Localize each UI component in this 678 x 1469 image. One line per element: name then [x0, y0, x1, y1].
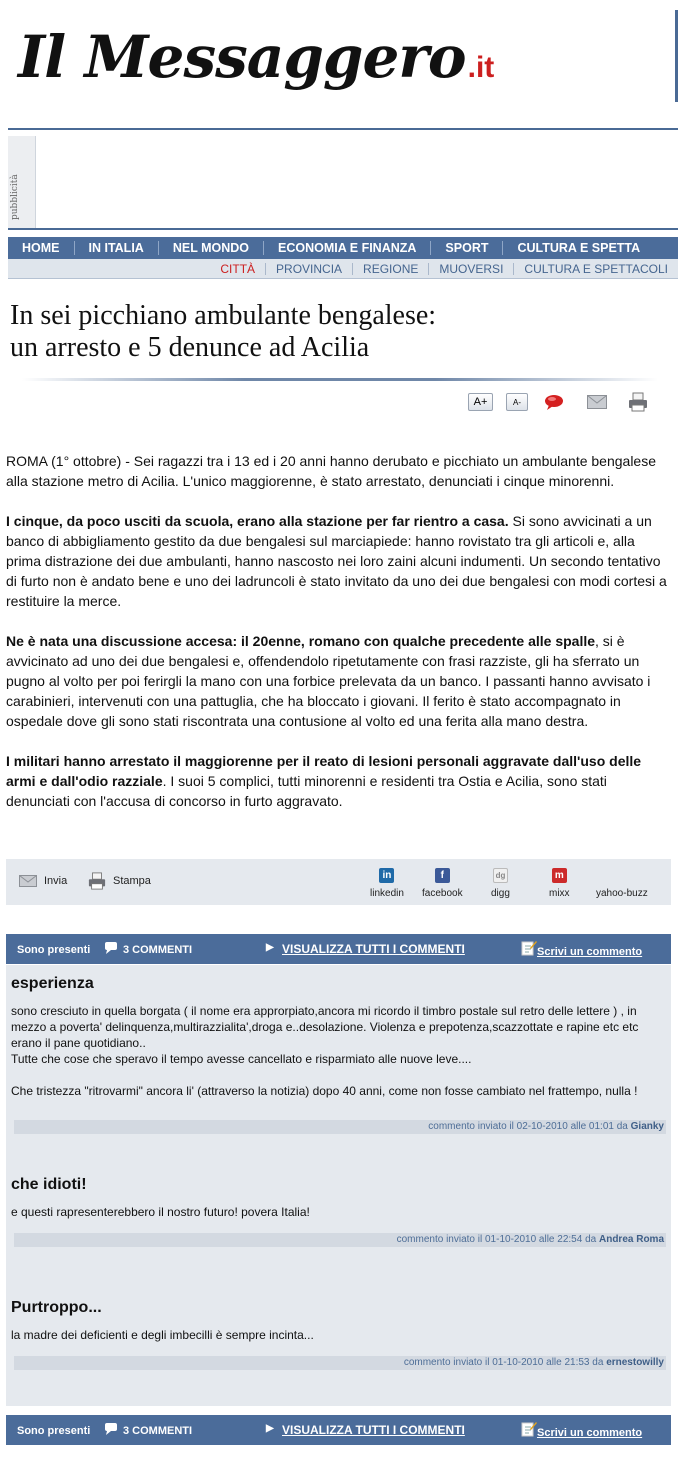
- logo-suffix: .it: [467, 51, 495, 84]
- paragraph-text: , si è avvicinato ad uno dei due bengalesi e, offendendolo ripetutamente con frasi razziste, gli ha sferrato un pugno al volto per poi ferirgli la mano con una forbice prelevata da un banco. I passanti hanno avvisato i carabinieri, intervenuti con una pattuglia, che ha bloccato i giovani. Il ferito è stato accompagnato in ospedale dove gli sono stati riscontrata una contusione al volto ed una ferita alla mano destra.: [6, 633, 651, 729]
- headline-line-1: In sei picchiano ambulante bengalese:: [10, 300, 437, 331]
- subnav-item-provincia[interactable]: PROVINCIA: [276, 261, 343, 276]
- share-linkedin[interactable]: [370, 868, 404, 899]
- share-label: yahoo-buzz: [596, 888, 648, 899]
- share-label: linkedin: [370, 888, 404, 899]
- nav-item-nel-mondo[interactable]: NEL MONDO: [172, 241, 249, 255]
- logo-wordmark: Il Messaggero: [18, 23, 466, 91]
- comment-icon[interactable]: [543, 393, 565, 411]
- speech-bubble-icon: [104, 1422, 118, 1439]
- comments-list: [6, 965, 671, 1406]
- comments-count: 3 COMMENTI: [123, 1425, 193, 1437]
- comment-meta: [14, 1356, 666, 1370]
- comment-meta-text: commento inviato il 02-10-2010 alle 01:01 da: [428, 1121, 628, 1132]
- comments-count: 3 COMMENTI: [123, 944, 193, 956]
- view-all-comments-link[interactable]: VISUALIZZA TUTTI I COMMENTI: [282, 1423, 465, 1437]
- subnav-item-regione[interactable]: REGIONE: [363, 261, 419, 276]
- nav-item-sport[interactable]: SPORT: [445, 241, 489, 255]
- comments-present-label: Sono presenti: [17, 944, 91, 956]
- comment-title: che idioti!: [11, 1176, 87, 1193]
- article-body: [6, 451, 670, 831]
- paragraph-text: . I suoi 5 complici, tutti minorenni e residenti tra Ostia e Acilia, sono stati denunciati con l'accusa di concorso in furto aggravato.: [6, 773, 607, 809]
- write-comment-link[interactable]: Scrivi un commento: [537, 946, 643, 958]
- ad-divider: [8, 228, 678, 230]
- paragraph-lead: I cinque, da poco usciti da scuola, erano alla stazione per far rientro a casa.: [6, 513, 509, 529]
- site-logo[interactable]: [18, 22, 494, 92]
- nav-item-economia[interactable]: ECONOMIA E FINANZA: [278, 241, 417, 255]
- paragraph-lead: Ne è nata una discussione accesa: il 20enne, romano con qualche precedente alle spalle: [6, 633, 596, 649]
- article-paragraph: [6, 751, 670, 811]
- share-facebook[interactable]: [422, 868, 463, 899]
- write-comment-link[interactable]: Scrivi un commento: [537, 1427, 643, 1439]
- nav-item-cultura[interactable]: CULTURA E SPETTA: [517, 241, 641, 255]
- share-digg[interactable]: [491, 868, 510, 899]
- share-label: mixx: [549, 888, 570, 899]
- article-paragraph: [6, 631, 670, 731]
- comment-body: sono cresciuto in quella borgata ( il nome era approrpiato,ancora mi ricordo il timbro postale sul retro delle lettere ) , in mezzo a poverta' delinquenza,multirazzialita',droga e..desolazione. Violenza e prepotenza,scazzottate e rapine etc etc erano il pane quotidiano.. Tutte che cose che speravo il tempo avesse cancellato e risparmiato alle nuove leve.... Che tristezza "ritrovarmi" ancora li' (attraverso la notizia) dopo 40 anni, come non fosse cambiato nel frattempo, nulla !: [11, 1004, 639, 1098]
- send-link[interactable]: [19, 875, 67, 887]
- ad-slot: [8, 136, 36, 228]
- font-smaller-button[interactable]: A-: [506, 393, 528, 411]
- subnav-item-citta[interactable]: CITTÀ: [220, 261, 256, 276]
- print-icon[interactable]: [627, 393, 649, 411]
- comments-bar-top: [6, 934, 671, 964]
- subnav-item-cultura[interactable]: CULTURA E SPETTACOLI: [524, 261, 668, 276]
- main-nav: [8, 237, 678, 259]
- printer-icon: [88, 872, 106, 890]
- pencil-note-icon: [521, 1420, 537, 1441]
- nav-item-home[interactable]: HOME: [22, 241, 60, 255]
- comment-item: [11, 1176, 666, 1245]
- share-bar: [6, 859, 671, 905]
- share-yahoo-buzz[interactable]: [596, 868, 648, 899]
- comment-author-link[interactable]: Andrea Roma: [598, 1234, 664, 1245]
- comment-title: esperienza: [11, 975, 94, 992]
- share-label: facebook: [422, 888, 463, 899]
- sub-nav: [8, 259, 678, 279]
- speech-bubble-icon: [104, 941, 118, 958]
- nav-item-in-italia[interactable]: IN ITALIA: [88, 241, 144, 255]
- share-label: digg: [491, 888, 510, 899]
- comment-item: [11, 975, 666, 1132]
- print-label: Stampa: [113, 875, 151, 887]
- view-all-comments-link[interactable]: VISUALIZZA TUTTI I COMMENTI: [282, 942, 465, 956]
- headline-line-2: un arresto e 5 denunce ad Acilia: [10, 332, 370, 363]
- comment-title: Purtroppo...: [11, 1299, 102, 1316]
- print-link[interactable]: [88, 872, 151, 890]
- share-mixx[interactable]: [549, 868, 570, 899]
- font-larger-button[interactable]: A+: [468, 393, 493, 411]
- paragraph-lead: I militari hanno arrestato il maggiorenne per il reato di lesioni personali aggravate dall'uso delle armi e dall'odio razziale: [6, 753, 642, 789]
- triangle-right-icon: ▶: [266, 1423, 274, 1434]
- paragraph-text: ROMA (1° ottobre) - Sei ragazzi tra i 13 ed i 20 anni hanno derubato e picchiato un ambulante bengalese alla stazione metro di Acilia. L'unico maggiorenne, è stato arrestato, denunciati i cinque minorenni.: [6, 453, 657, 489]
- comment-body: la madre dei deficienti e degli imbecilli è sempre incinta...: [11, 1328, 314, 1342]
- comment-author-link[interactable]: Gianky: [630, 1121, 664, 1132]
- comment-meta: [14, 1233, 666, 1247]
- comment-meta: [14, 1120, 666, 1134]
- facebook-icon: f: [435, 868, 450, 883]
- pencil-note-icon: [521, 939, 537, 960]
- article-paragraph: [6, 511, 670, 611]
- subnav-item-muoversi[interactable]: MUOVERSI: [439, 261, 504, 276]
- comment-author-link[interactable]: ernestowilly: [606, 1357, 664, 1368]
- ad-label: pubblicità: [10, 174, 20, 220]
- article-headline: [10, 300, 660, 364]
- comment-item: [11, 1299, 666, 1368]
- linkedin-icon: in: [379, 868, 394, 883]
- comment-meta-text: commento inviato il 01-10-2010 alle 21:53 da: [403, 1357, 604, 1368]
- mixx-icon: m: [552, 868, 567, 883]
- envelope-icon: [19, 875, 37, 887]
- header-divider: [8, 128, 678, 130]
- comment-meta-text: commento inviato il 01-10-2010 alle 22:54 da: [396, 1234, 597, 1245]
- yahoo-buzz-icon: [614, 868, 629, 883]
- digg-icon: dg: [493, 868, 508, 883]
- send-label: Invia: [44, 875, 68, 887]
- mail-icon[interactable]: [586, 393, 608, 411]
- headline-divider: [22, 378, 658, 381]
- comment-body: e questi rapresenterebbero il nostro futuro! povera Italia!: [11, 1205, 310, 1219]
- triangle-right-icon: ▶: [266, 942, 274, 953]
- article-paragraph: [6, 451, 670, 491]
- paragraph-text: Si sono avvicinati a un banco di abbigliamento gestito da due bengalesi sul marciapiede: hanno rovistato tra gli articoli e, alla prima distrazione dei due ambulanti, hanno nascosto nei loro zaini alcuni indumenti. Un secondo tentativo di furto non è andato bene e uno dei ladruncoli è stato invitato da uno dei due bengalesi con modi cortesi a restituire la merce.: [6, 513, 667, 609]
- comments-present-label: Sono presenti: [17, 1425, 91, 1437]
- comments-bar-bottom: [6, 1415, 671, 1445]
